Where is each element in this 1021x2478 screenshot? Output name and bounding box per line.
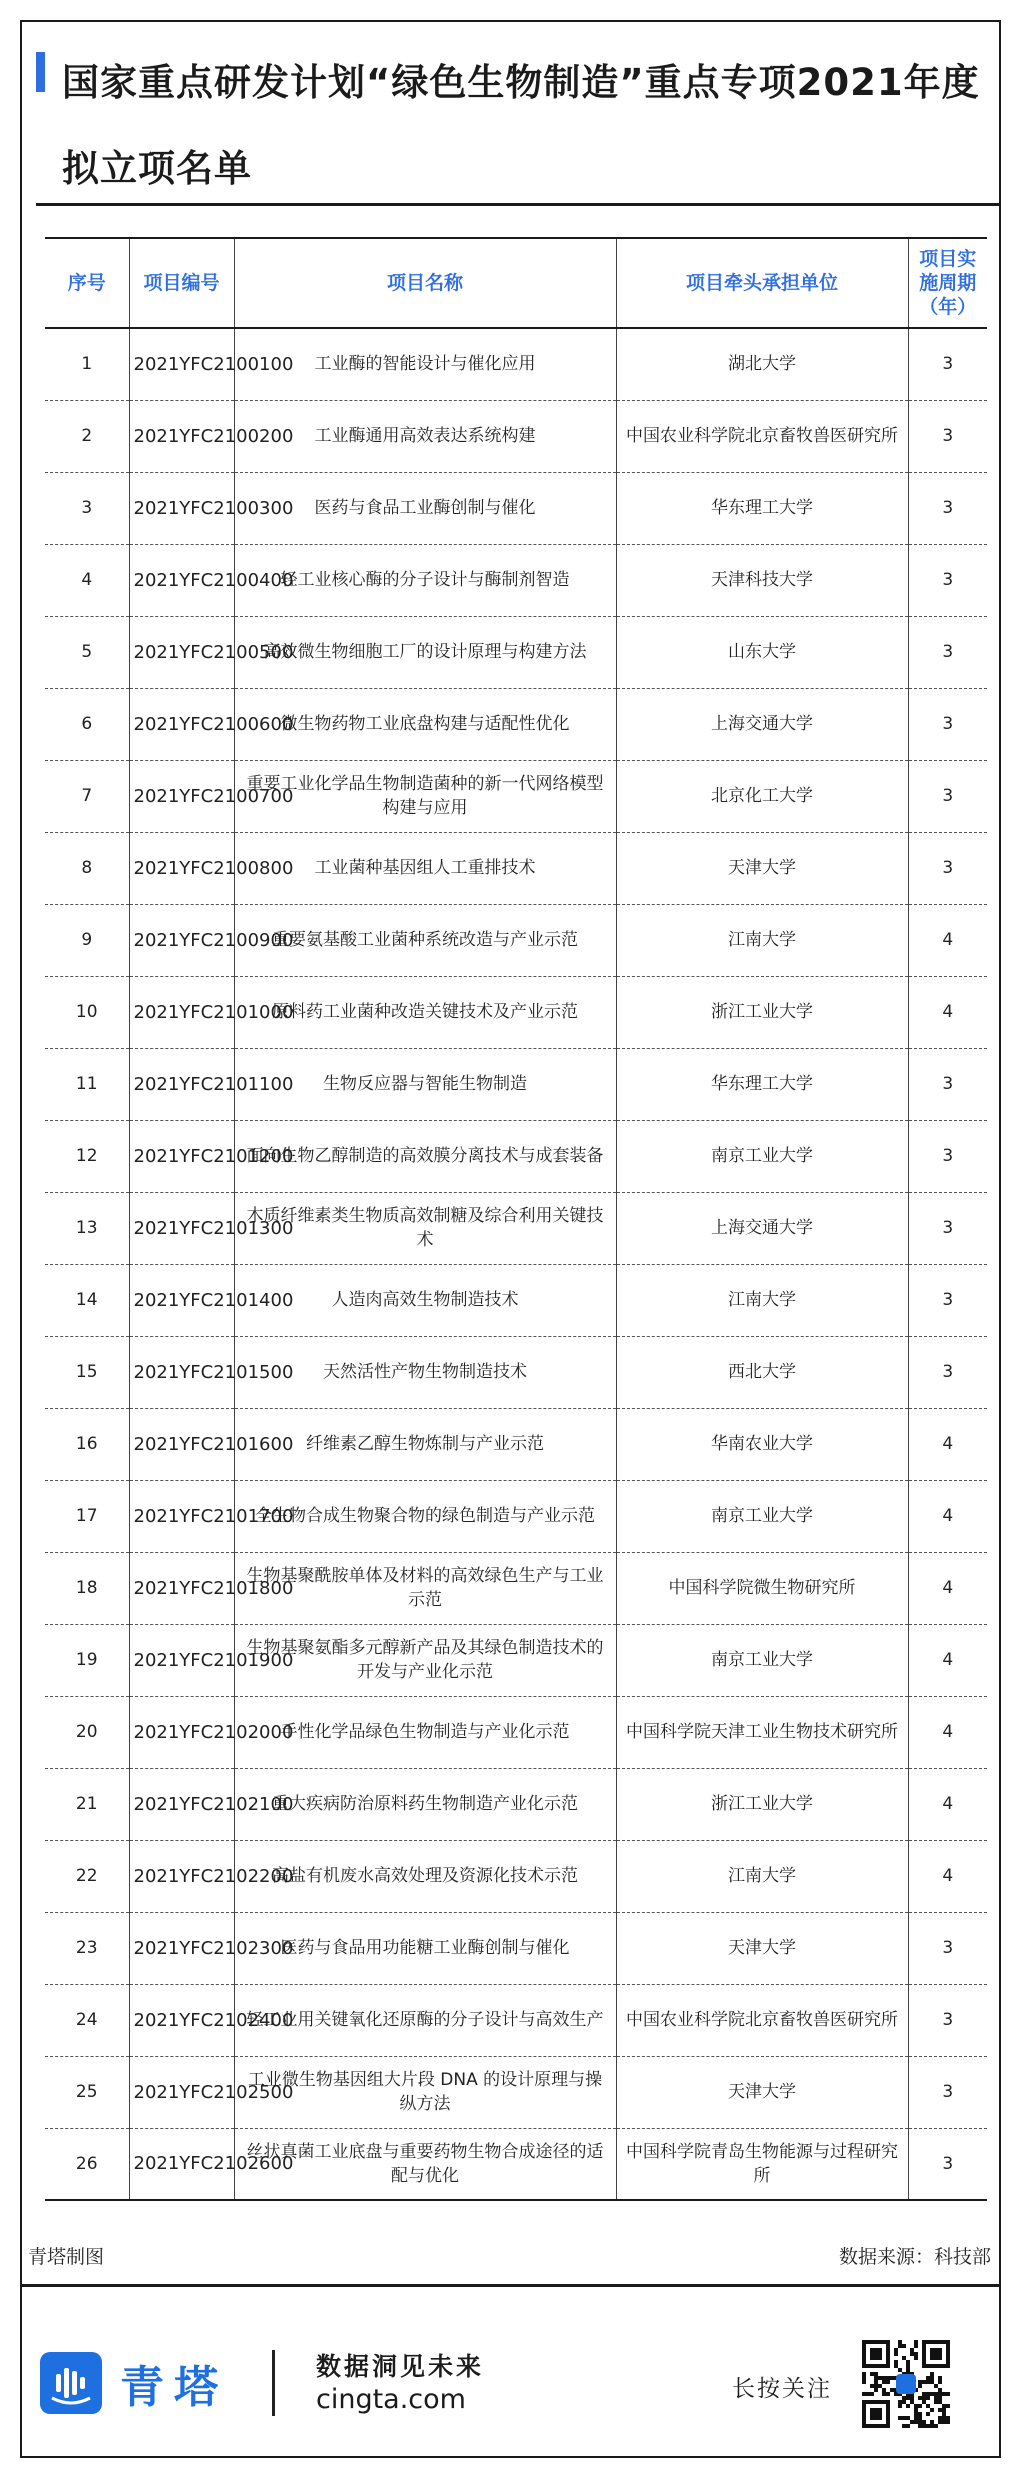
cell-unit: 中国科学院天津工业生物技术研究所 bbox=[616, 1696, 908, 1768]
cell-code: 2021YFC2100900 bbox=[129, 904, 234, 976]
cell-years: 3 bbox=[908, 616, 987, 688]
cell-years: 4 bbox=[908, 976, 987, 1048]
cell-code: 2021YFC2100500 bbox=[129, 616, 234, 688]
table-row bbox=[45, 544, 987, 616]
table-row bbox=[45, 1120, 987, 1192]
footer-divider bbox=[20, 2284, 1001, 2287]
cell-unit: 上海交通大学 bbox=[616, 1192, 908, 1264]
cell-no: 16 bbox=[75, 1434, 98, 1454]
cell-no: 19 bbox=[75, 1650, 98, 1670]
cell-name: 全生物合成生物聚合物的绿色制造与产业示范 bbox=[234, 1480, 616, 1552]
cell-code: 2021YFC2100800 bbox=[129, 832, 234, 904]
table-row bbox=[45, 1480, 987, 1552]
cell-code: 2021YFC2102300 bbox=[129, 1912, 234, 1984]
cell-name: 工业酶通用高效表达系统构建 bbox=[234, 400, 616, 472]
cell-no: 18 bbox=[75, 1578, 98, 1598]
cell-unit: 华东理工大学 bbox=[616, 472, 908, 544]
cell-unit: 中国农业科学院北京畜牧兽医研究所 bbox=[616, 400, 908, 472]
cell-years: 3 bbox=[908, 1048, 987, 1120]
cell-years: 4 bbox=[908, 1768, 987, 1840]
project-table bbox=[45, 237, 987, 2201]
table-header bbox=[45, 238, 987, 328]
table-row bbox=[45, 1624, 987, 1696]
table-row bbox=[45, 1768, 987, 1840]
cell-name: 工业酶的智能设计与催化应用 bbox=[234, 328, 616, 400]
cell-unit: 江南大学 bbox=[616, 1264, 908, 1336]
cell-name: 工业微生物基因组大片段 DNA 的设计原理与操纵方法 bbox=[234, 2056, 616, 2128]
cell-unit: 中国科学院微生物研究所 bbox=[616, 1552, 908, 1624]
cell-code: 2021YFC2100700 bbox=[129, 760, 234, 832]
cell-code: 2021YFC2101300 bbox=[129, 1192, 234, 1264]
cell-unit: 中国科学院青岛生物能源与过程研究所 bbox=[616, 2128, 908, 2200]
cell-unit: 湖北大学 bbox=[616, 328, 908, 400]
cell-name: 工业菌种基因组人工重排技术 bbox=[234, 832, 616, 904]
cell-years: 4 bbox=[908, 1552, 987, 1624]
cell-name: 生物基聚酰胺单体及材料的高效绿色生产与工业示范 bbox=[234, 1552, 616, 1624]
cell-no: 14 bbox=[75, 1290, 98, 1310]
cell-code: 2021YFC2100400 bbox=[129, 544, 234, 616]
cingta-logo-icon bbox=[40, 2352, 102, 2414]
table-row bbox=[45, 1048, 987, 1120]
cell-unit: 天津大学 bbox=[616, 2056, 908, 2128]
cell-no: 6 bbox=[81, 714, 93, 734]
table-row bbox=[45, 2128, 987, 2200]
cell-name: 重要氨基酸工业菌种系统改造与产业示范 bbox=[234, 904, 616, 976]
table-row bbox=[45, 1984, 987, 2056]
cell-years: 4 bbox=[908, 904, 987, 976]
cell-unit: 南京工业大学 bbox=[616, 1480, 908, 1552]
cell-no: 15 bbox=[75, 1362, 98, 1382]
cell-years: 4 bbox=[908, 1408, 987, 1480]
brand-block bbox=[40, 2348, 228, 2418]
cell-no: 22 bbox=[75, 1866, 98, 1886]
cell-unit: 华南农业大学 bbox=[616, 1408, 908, 1480]
cell-no: 8 bbox=[81, 858, 93, 878]
cell-unit: 华东理工大学 bbox=[616, 1048, 908, 1120]
table-row bbox=[45, 1264, 987, 1336]
project-table-container bbox=[45, 237, 987, 2201]
cell-unit: 天津科技大学 bbox=[616, 544, 908, 616]
cell-no: 1 bbox=[81, 354, 93, 375]
cell-code: 2021YFC2101600 bbox=[129, 1408, 234, 1480]
cell-no: 2 bbox=[81, 426, 93, 446]
cell-unit: 浙江工业大学 bbox=[616, 1768, 908, 1840]
cell-no: 11 bbox=[75, 1074, 98, 1094]
cell-unit: 山东大学 bbox=[616, 616, 908, 688]
cell-code: 2021YFC2101700 bbox=[129, 1480, 234, 1552]
table-row bbox=[45, 904, 987, 976]
cell-unit: 北京化工大学 bbox=[616, 760, 908, 832]
follow-prompt: 长按关注 bbox=[732, 2376, 832, 2402]
cell-code: 2021YFC2102000 bbox=[129, 1696, 234, 1768]
table-row bbox=[45, 688, 987, 760]
data-source: 数据来源：科技部 bbox=[838, 2246, 991, 2268]
cell-years: 4 bbox=[908, 1840, 987, 1912]
cell-code: 2021YFC2100600 bbox=[129, 688, 234, 760]
cell-code: 2021YFC2102200 bbox=[129, 1840, 234, 1912]
cell-years: 3 bbox=[908, 1120, 987, 1192]
cell-name: 医药与食品用功能糖工业酶创制与催化 bbox=[234, 1912, 616, 1984]
cell-no: 26 bbox=[75, 2153, 98, 2174]
cell-code: 2021YFC2102500 bbox=[129, 2056, 234, 2128]
cell-code: 2021YFC2101000 bbox=[129, 976, 234, 1048]
page-title: 国家重点研发计划“绿色生物制造”重点专项2021年度拟立项名单 bbox=[62, 61, 980, 190]
cell-name: 生物基聚氨酯多元醇新产品及其绿色制造技术的开发与产业化示范 bbox=[234, 1624, 616, 1696]
cell-years: 3 bbox=[908, 1984, 987, 2056]
brand-name: 青塔 bbox=[120, 2362, 228, 2413]
cell-no: 12 bbox=[75, 1146, 98, 1166]
brand-divider bbox=[272, 2350, 275, 2416]
table-row bbox=[45, 1336, 987, 1408]
table-row bbox=[45, 1840, 987, 1912]
cell-years: 3 bbox=[908, 760, 987, 832]
cell-code: 2021YFC2101800 bbox=[129, 1552, 234, 1624]
cell-code: 2021YFC2101500 bbox=[129, 1336, 234, 1408]
table-row bbox=[45, 328, 987, 400]
table-row bbox=[45, 1696, 987, 1768]
cell-name: 天然活性产物生物制造技术 bbox=[234, 1336, 616, 1408]
table-row bbox=[45, 1552, 987, 1624]
cell-code: 2021YFC2100100 bbox=[129, 328, 234, 400]
table-row bbox=[45, 1408, 987, 1480]
cell-no: 10 bbox=[75, 1002, 98, 1022]
cell-years: 3 bbox=[908, 2056, 987, 2128]
chart-credit: 青塔制图 bbox=[28, 2246, 105, 2268]
cell-years: 3 bbox=[908, 400, 987, 472]
cell-years: 4 bbox=[908, 1624, 987, 1696]
cell-name: 纤维素乙醇生物炼制与产业示范 bbox=[234, 1408, 616, 1480]
cell-unit: 西北大学 bbox=[616, 1336, 908, 1408]
brand-site[interactable]: cingta.com bbox=[316, 2384, 466, 2415]
qr-code-icon[interactable] bbox=[862, 2340, 950, 2428]
cell-name: 丝状真菌工业底盘与重要药物生物合成途径的适配与优化 bbox=[234, 2128, 616, 2200]
cell-years: 3 bbox=[908, 1264, 987, 1336]
cell-name: 微生物药物工业底盘构建与适配性优化 bbox=[234, 688, 616, 760]
cell-years: 3 bbox=[908, 472, 987, 544]
cell-unit: 中国农业科学院北京畜牧兽医研究所 bbox=[616, 1984, 908, 2056]
cell-years: 3 bbox=[908, 544, 987, 616]
title-accent-bar bbox=[36, 52, 45, 92]
cell-unit: 浙江工业大学 bbox=[616, 976, 908, 1048]
cell-no: 24 bbox=[75, 2010, 98, 2030]
cell-no: 9 bbox=[81, 930, 93, 950]
cell-unit: 江南大学 bbox=[616, 904, 908, 976]
cell-no: 25 bbox=[75, 2082, 98, 2102]
cell-no: 3 bbox=[81, 498, 93, 518]
table-row bbox=[45, 1912, 987, 1984]
header-unit: 项目牵头承担单位 bbox=[616, 238, 908, 328]
cell-code: 2021YFC2101100 bbox=[129, 1048, 234, 1120]
cell-code: 2021YFC2101900 bbox=[129, 1624, 234, 1696]
cell-unit: 江南大学 bbox=[616, 1840, 908, 1912]
cell-years: 4 bbox=[908, 1696, 987, 1768]
cell-name: 医药与食品工业酶创制与催化 bbox=[234, 472, 616, 544]
cell-unit: 南京工业大学 bbox=[616, 1624, 908, 1696]
cell-code: 2021YFC2102400 bbox=[129, 1984, 234, 2056]
cell-no: 7 bbox=[81, 786, 93, 806]
cell-years: 4 bbox=[908, 1480, 987, 1552]
cell-no: 23 bbox=[75, 1938, 98, 1958]
table-row bbox=[45, 472, 987, 544]
cell-years: 3 bbox=[908, 1912, 987, 1984]
table-row bbox=[45, 832, 987, 904]
header-no: 序号 bbox=[67, 272, 106, 294]
cell-name: 人造肉高效生物制造技术 bbox=[234, 1264, 616, 1336]
header-row bbox=[45, 238, 987, 328]
title-divider bbox=[36, 203, 1001, 206]
cell-no: 5 bbox=[81, 642, 93, 662]
cell-unit: 天津大学 bbox=[616, 1912, 908, 1984]
cell-name: 高效微生物细胞工厂的设计原理与构建方法 bbox=[234, 616, 616, 688]
cell-code: 2021YFC2101200 bbox=[129, 1120, 234, 1192]
table-row bbox=[45, 2056, 987, 2128]
cell-code: 2021YFC2101400 bbox=[129, 1264, 234, 1336]
header-years: 项目实施周期（年） bbox=[908, 238, 987, 328]
cell-name: 重要工业化学品生物制造菌种的新一代网络模型构建与应用 bbox=[234, 760, 616, 832]
cell-years: 3 bbox=[908, 2128, 987, 2200]
cell-code: 2021YFC2100300 bbox=[129, 472, 234, 544]
brand-slogan: 数据洞见未来 bbox=[316, 2352, 485, 2381]
table-row bbox=[45, 976, 987, 1048]
cell-no: 4 bbox=[81, 570, 93, 590]
cell-years: 3 bbox=[908, 1192, 987, 1264]
cell-code: 2021YFC2102100 bbox=[129, 1768, 234, 1840]
cell-unit: 上海交通大学 bbox=[616, 688, 908, 760]
table-row bbox=[45, 400, 987, 472]
cell-name: 手性化学品绿色生物制造与产业化示范 bbox=[234, 1696, 616, 1768]
cell-code: 2021YFC2102600 bbox=[129, 2128, 234, 2200]
cell-no: 13 bbox=[75, 1218, 98, 1238]
cell-unit: 南京工业大学 bbox=[616, 1120, 908, 1192]
cell-years: 3 bbox=[908, 832, 987, 904]
cell-name: 重大疾病防治原料药生物制造产业化示范 bbox=[234, 1768, 616, 1840]
table-body bbox=[45, 328, 987, 2200]
table-row bbox=[45, 616, 987, 688]
cell-name: 原料药工业菌种改造关键技术及产业示范 bbox=[234, 976, 616, 1048]
cell-years: 3 bbox=[908, 688, 987, 760]
header-code: 项目编号 bbox=[129, 238, 234, 328]
cell-name: 面向生物乙醇制造的高效膜分离技术与成套装备 bbox=[234, 1120, 616, 1192]
cell-name: 轻工业用关键氧化还原酶的分子设计与高效生产 bbox=[234, 1984, 616, 2056]
cell-no: 20 bbox=[75, 1722, 98, 1742]
cell-name: 轻工业核心酶的分子设计与酶制剂智造 bbox=[234, 544, 616, 616]
cell-unit: 天津大学 bbox=[616, 832, 908, 904]
cell-years: 3 bbox=[908, 328, 987, 400]
table-row bbox=[45, 760, 987, 832]
cell-name: 生物反应器与智能生物制造 bbox=[234, 1048, 616, 1120]
cell-no: 21 bbox=[75, 1794, 98, 1814]
header-name: 项目名称 bbox=[234, 238, 616, 328]
cell-code: 2021YFC2100200 bbox=[129, 400, 234, 472]
cell-name: 高盐有机废水高效处理及资源化技术示范 bbox=[234, 1840, 616, 1912]
cell-name: 木质纤维素类生物质高效制糖及综合利用关键技术 bbox=[234, 1192, 616, 1264]
table-row bbox=[45, 1192, 987, 1264]
cell-years: 3 bbox=[908, 1336, 987, 1408]
cell-no: 17 bbox=[75, 1506, 98, 1526]
